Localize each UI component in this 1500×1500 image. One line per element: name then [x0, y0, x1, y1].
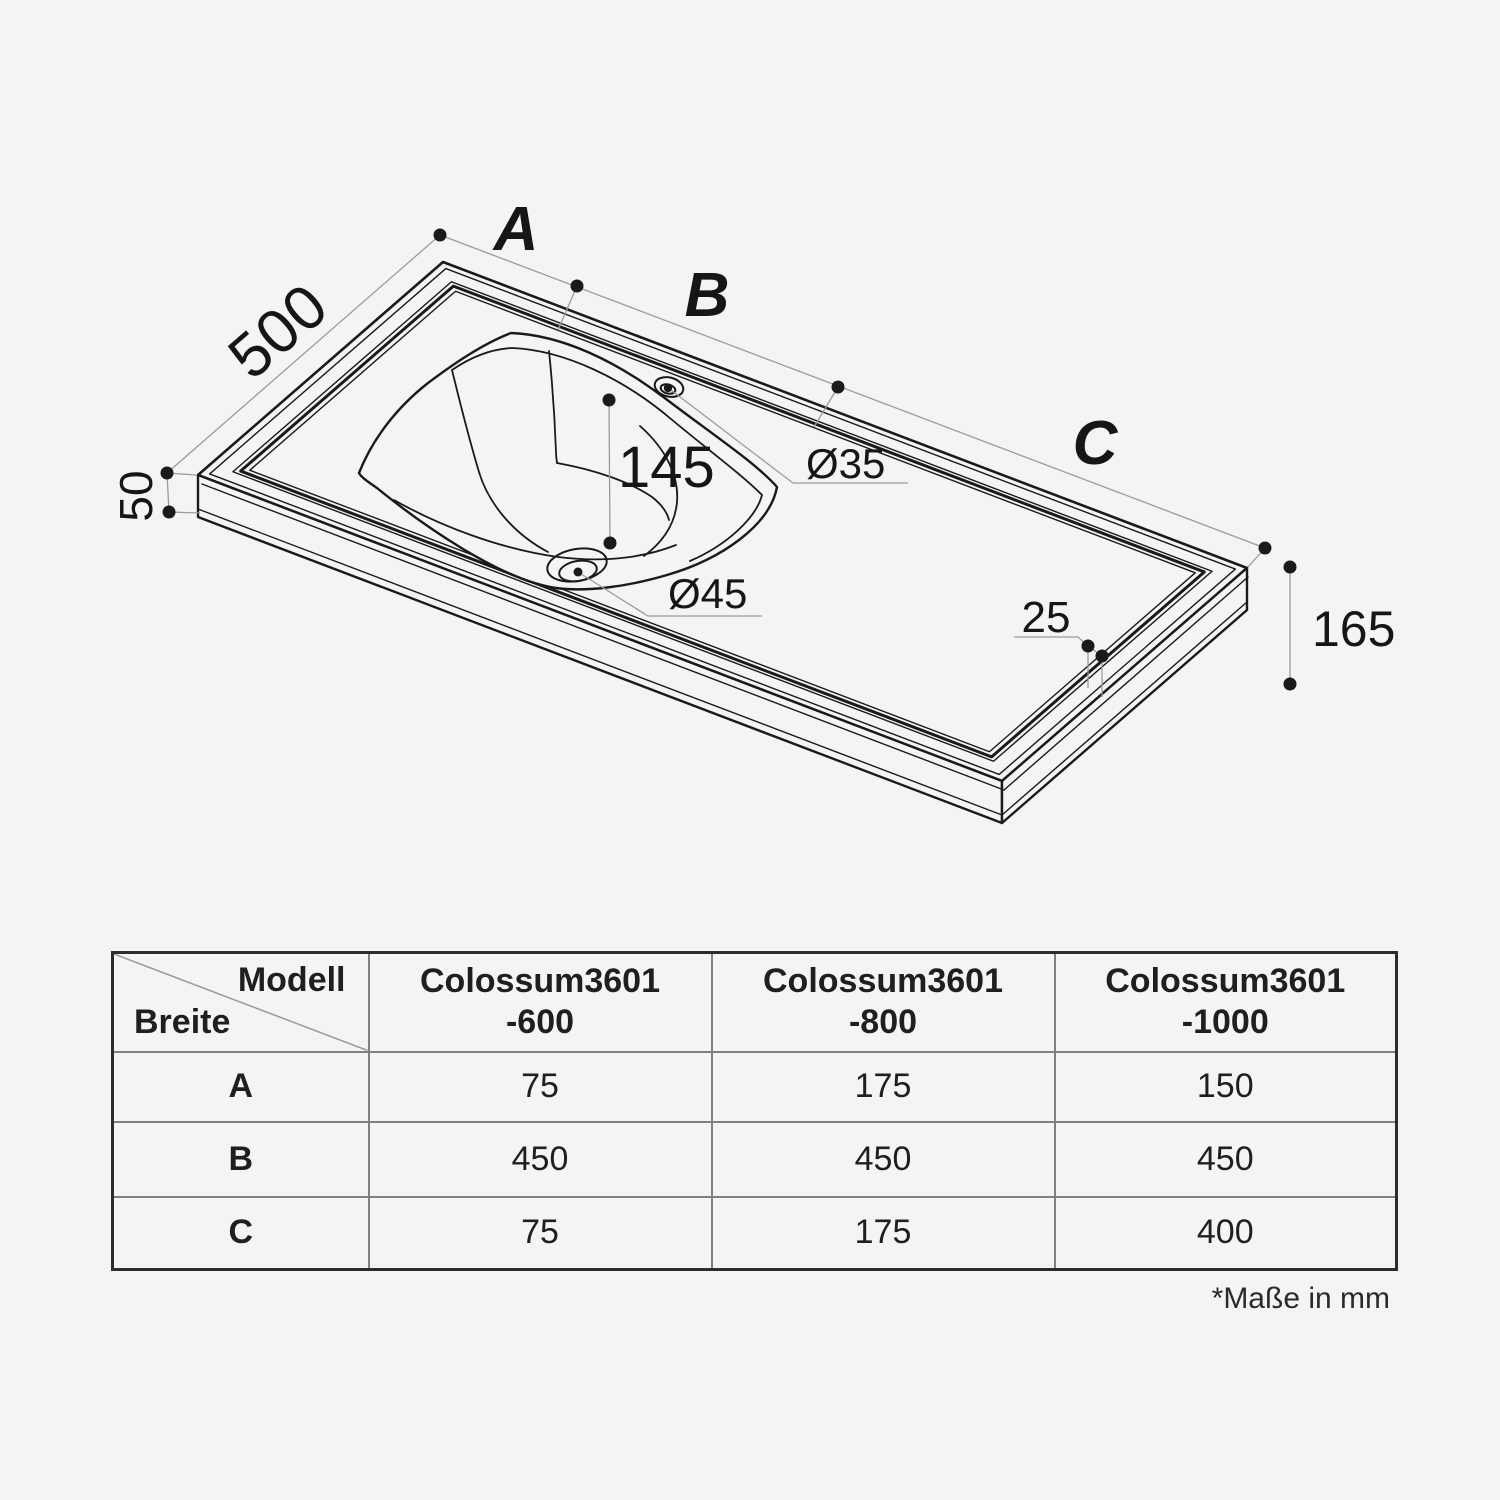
cell-value: 450 [712, 1122, 1055, 1197]
dim-label-height-165: 165 [1312, 601, 1396, 657]
cell-value: 400 [1055, 1197, 1397, 1270]
dim-label-c: C [1072, 409, 1118, 478]
dim-label-depth-500: 500 [215, 270, 342, 393]
column-header-line2: -600 [505, 1003, 575, 1042]
cell-value: 175 [712, 1197, 1055, 1270]
model-dimensions-table [111, 951, 1398, 1271]
cell-value: 75 [369, 1052, 712, 1122]
column-header-line1: Colossum3601 [1105, 962, 1346, 1001]
column-header-line1: Colossum3601 [420, 962, 660, 1001]
table-row-a [113, 1052, 1397, 1122]
corner-label-breite: Breite [134, 1002, 231, 1041]
dim-label-basin-145: 145 [618, 435, 715, 500]
column-header-line2: -1000 [1181, 1003, 1269, 1042]
table-row-c [113, 1197, 1397, 1270]
dim-label-drain-diameter: Ø45 [668, 570, 748, 617]
cell-value: 450 [1055, 1122, 1397, 1197]
row-label: A [113, 1052, 369, 1122]
row-label: B [113, 1122, 369, 1197]
cell-value: 450 [369, 1122, 712, 1197]
units-footnote: *Maße in mm [1211, 1282, 1390, 1315]
column-header-800 [712, 953, 1055, 1052]
dim-label-faucet-diameter: Ø35 [806, 440, 886, 487]
corner-label-modell: Modell [237, 961, 346, 999]
cell-value: 175 [712, 1052, 1055, 1122]
cell-value: 150 [1055, 1052, 1397, 1122]
column-header-line2: -800 [848, 1003, 918, 1042]
table-row-b [113, 1122, 1397, 1197]
table-corner-cell [113, 953, 369, 1052]
countertop-body [198, 262, 1248, 823]
dim-label-a: A [493, 195, 539, 264]
column-header-1000 [1055, 953, 1397, 1052]
column-header-600 [369, 953, 712, 1052]
dim-label-edge-50: 50 [110, 470, 162, 522]
dim-label-rim-25: 25 [1021, 593, 1071, 642]
dim-label-b: B [684, 261, 730, 330]
column-header-line1: Colossum3601 [763, 962, 1003, 1001]
cell-value: 75 [369, 1197, 712, 1270]
row-label: C [113, 1197, 369, 1270]
